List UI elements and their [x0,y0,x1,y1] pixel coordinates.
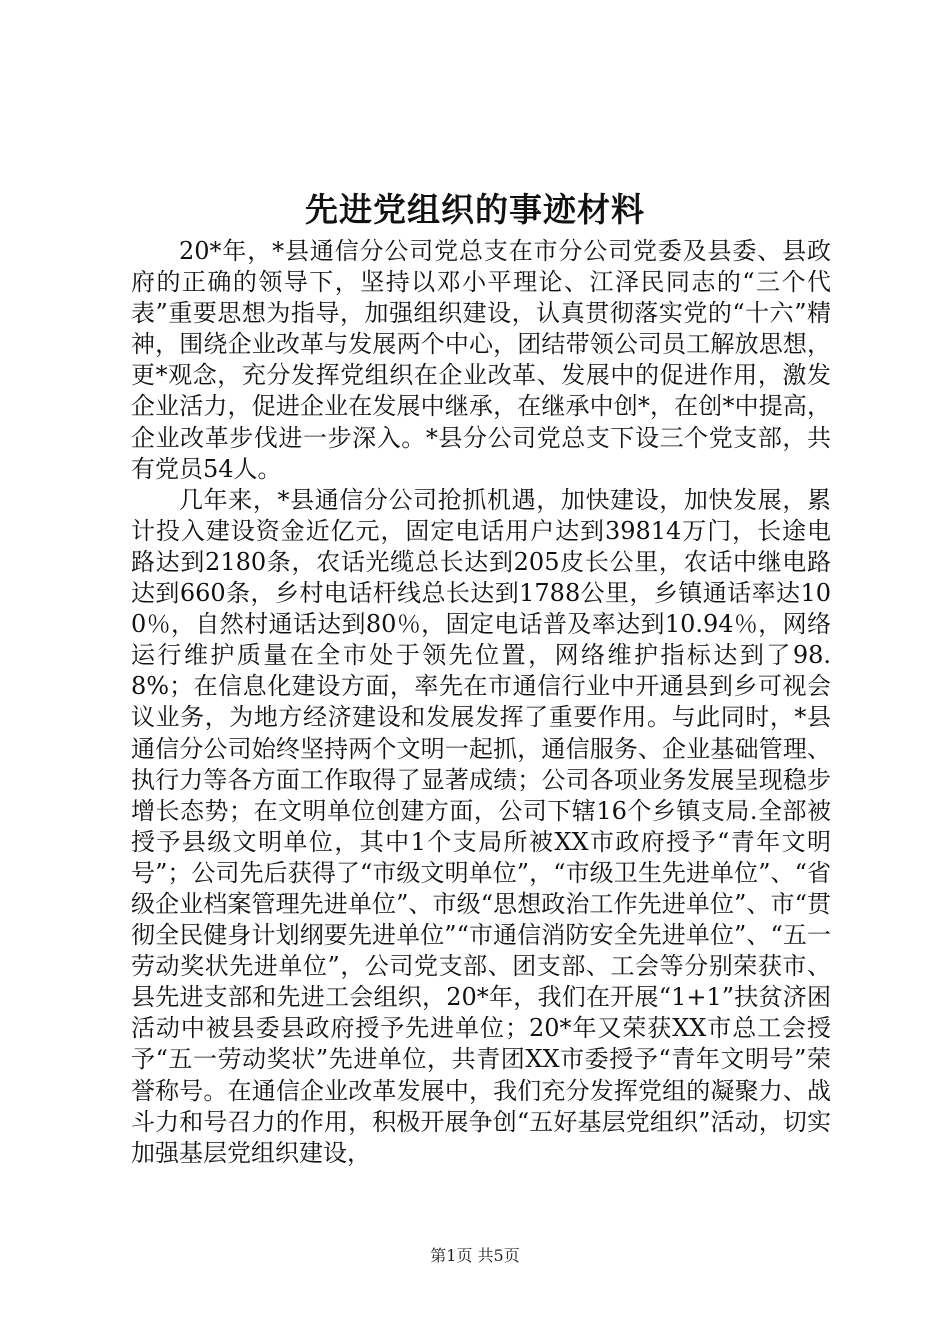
page-footer: 第1页 共5页 [430,1246,520,1265]
paragraph-1: 20*年，*县通信分公司党总支在市分公司党委及县委、县政府的正确的领导下，坚持以邓小平理论、江泽民同志的“三个代表”重要思想为指导，加强组织建设，认真贯彻落实党的“十六”精神，围绕企业改革与发展两个中心，团结带领公司员工解放思想，更*观念，充分发挥党组织在企业改革、发展中的促进作用，激发企业活力，促进企业在发展中继承，在继承中创*，在创*中提高，企业改革步伐进一步深入。*县分公司党总支下设三个党支部，共有党员54人。 [131,237,831,483]
paragraph-2: 几年来，*县通信分公司抢抓机遇，加快建设，加快发展，累计投入建设资金近亿元，固定电话用户达到39814万门，长途电路达到2180条，农话光缆总长达到205皮长公里，农话中继电路达到660条，乡村电话杆线总长达到1788公里，乡镇通话率达100％，自然村通话达到80％，固定电话普及率达到10.94％，网络运行维护质量在全市处于领先位置，网络维护指标达到了98.8%；在信息化建设方面，率先在市通信行业中开通县到乡可视会议业务，为地方经济建设和发展发挥了重要作用。与此同时，*县通信分公司始终坚持两个文明一起抓，通信服务、企业基础管理、执行力等各方面工作取得了显著成绩；公司各项业务发展呈现稳步增长态势；在文明单位创建方面，公司下辖16个乡镇支局.全部被授予县级文明单位，其中1个支局所被XX市政府授予“青年文明号”；公司先后获得了“市级文明单位”，“市级卫生先进单位”、“省级企业档案管理先进单位”、市级“思想政治工作先进单位”、市“贯彻全民健身计划纲要先进单位”“市通信消防安全先进单位”、“五一劳动奖状先进单位”，公司党支部、团支部、工会等分别荣获市、县先进支部和先进工会组织，20*年，我们在开展“1+1”扶贫济困活动中被县委县政府授予先进单位；20*年又荣获XX市总工会授予“五一劳动奖状”先进单位，共青团XX市委授予“青年文明号”荣誉称号。在通信企业改革发展中，我们充分发挥党组的凝聚力、战斗力和号召力的作用，积极开展争创“五好基层党组织”活动，切实加强基层党组织建设， [131,485,831,1167]
document-title: 先进党组织的事迹材料 [305,190,645,229]
document-body [131,236,831,1169]
